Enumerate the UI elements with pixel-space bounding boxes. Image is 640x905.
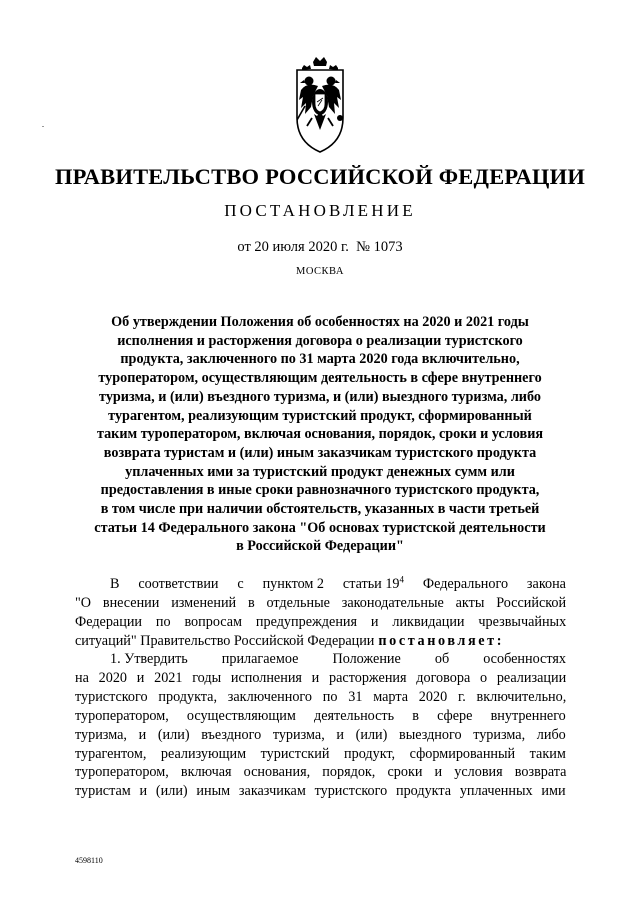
body-word: с xyxy=(237,576,244,592)
title-line: туризма, и (или) въездного туризма, и (или) выездного туризма, либо xyxy=(99,388,541,405)
title-line: Об утверждении Положения об особенностях на 2020 и 2021 годы xyxy=(111,314,529,330)
body-line xyxy=(75,613,566,632)
body-text: туризма, и (или) въездного туризма, и (или) выездного туризма, либо xyxy=(75,726,566,743)
body-line xyxy=(75,594,566,613)
number-sign: № xyxy=(356,239,370,255)
body-word: 1. Утвердить xyxy=(110,651,188,668)
body-text: туроператором, включая основания, порядок, сроки и условия возврата xyxy=(75,764,567,781)
document-number: 1073 xyxy=(373,239,403,255)
body-line xyxy=(75,745,566,764)
body-text: туроператором, осуществляющим деятельность в сфере внутреннего xyxy=(75,707,566,724)
body-line xyxy=(75,650,566,669)
body-text: Федерации по вопросам предупреждения и ликвидации чрезвычайных xyxy=(75,613,567,630)
body-line xyxy=(75,688,566,707)
body-text: турагентом, реализующим туристский продукт, сформированный таким xyxy=(75,745,566,762)
decree-word: постановляет: xyxy=(378,632,505,649)
body-word: об xyxy=(434,651,450,668)
document-body xyxy=(75,575,566,801)
article-ref: статьи 19 xyxy=(342,576,400,592)
title-line: предоставления в иные сроки равнозначного туристского продукта, xyxy=(100,482,540,499)
article-superscript: 4 xyxy=(399,574,405,585)
date-number-line xyxy=(0,239,640,256)
title-line: продукта, заключенного по 31 марта 2020 года включительно, xyxy=(120,351,520,368)
body-word: Положение xyxy=(332,651,401,668)
body-line xyxy=(75,782,566,801)
body-word: закона xyxy=(526,576,566,592)
body-line xyxy=(75,726,566,745)
body-line xyxy=(75,707,566,726)
document-type: ПОСТАНОВЛЕНИЕ xyxy=(224,201,416,220)
body-word: пунктом 2 xyxy=(262,576,325,592)
document-date: от 20 июля 2020 г. xyxy=(237,239,349,255)
body-text: ситуаций" Правительство Российской Федерации xyxy=(75,632,375,649)
coat-of-arms-icon xyxy=(285,56,355,156)
body-line xyxy=(75,575,566,594)
title-line: в том числе при наличии обстоятельств, указанных в части третьей xyxy=(100,501,540,518)
title-line: исполнения и расторжения договора о реализации туристского xyxy=(117,332,523,349)
body-line xyxy=(75,632,566,651)
title-line: турагентом, реализующим туристский продукт, сформированный xyxy=(108,407,532,424)
title-line: уплаченных ими за туристский продукт денежных сумм или xyxy=(125,463,515,480)
body-text: "О внесении изменений в отдельные законодательные акты Российской xyxy=(75,594,567,611)
body-word: соответствии xyxy=(138,576,219,592)
body-text: туристам и (или) иным заказчикам туристского продукта уплаченных ими xyxy=(75,783,566,800)
body-word: особенностях xyxy=(483,651,566,668)
body-word: Федерального xyxy=(422,576,509,592)
city: МОСКВА xyxy=(296,266,344,277)
title-line: таким туроператором, включая основания, порядок, сроки и условия xyxy=(96,426,544,443)
title-line: в Российской Федерации" xyxy=(236,538,404,555)
document-id: 4598110 xyxy=(75,856,103,865)
body-word: прилагаемое xyxy=(221,651,299,668)
margin-mark xyxy=(42,126,44,127)
body-line xyxy=(75,669,566,688)
document-title xyxy=(70,313,570,556)
body-word: В xyxy=(110,576,120,592)
body-word xyxy=(343,575,404,594)
title-line: возврата туристам и (или) иным заказчикам туристского продукта xyxy=(103,444,537,461)
organization-heading: ПРАВИТЕЛЬСТВО РОССИЙСКОЙ ФЕДЕРАЦИИ xyxy=(54,164,586,189)
title-line: статьи 14 Федерального закона "Об основах туристской деятельности xyxy=(94,519,546,536)
title-line: туроператором, осуществляющим деятельность в сфере внутреннего xyxy=(98,370,542,387)
body-text: туристского продукта, заключенного по 31 марта 2020 г. включительно, xyxy=(75,689,567,706)
body-text: на 2020 и 2021 годы исполнения и расторжения договора о реализации xyxy=(75,670,567,687)
body-line xyxy=(75,763,566,782)
